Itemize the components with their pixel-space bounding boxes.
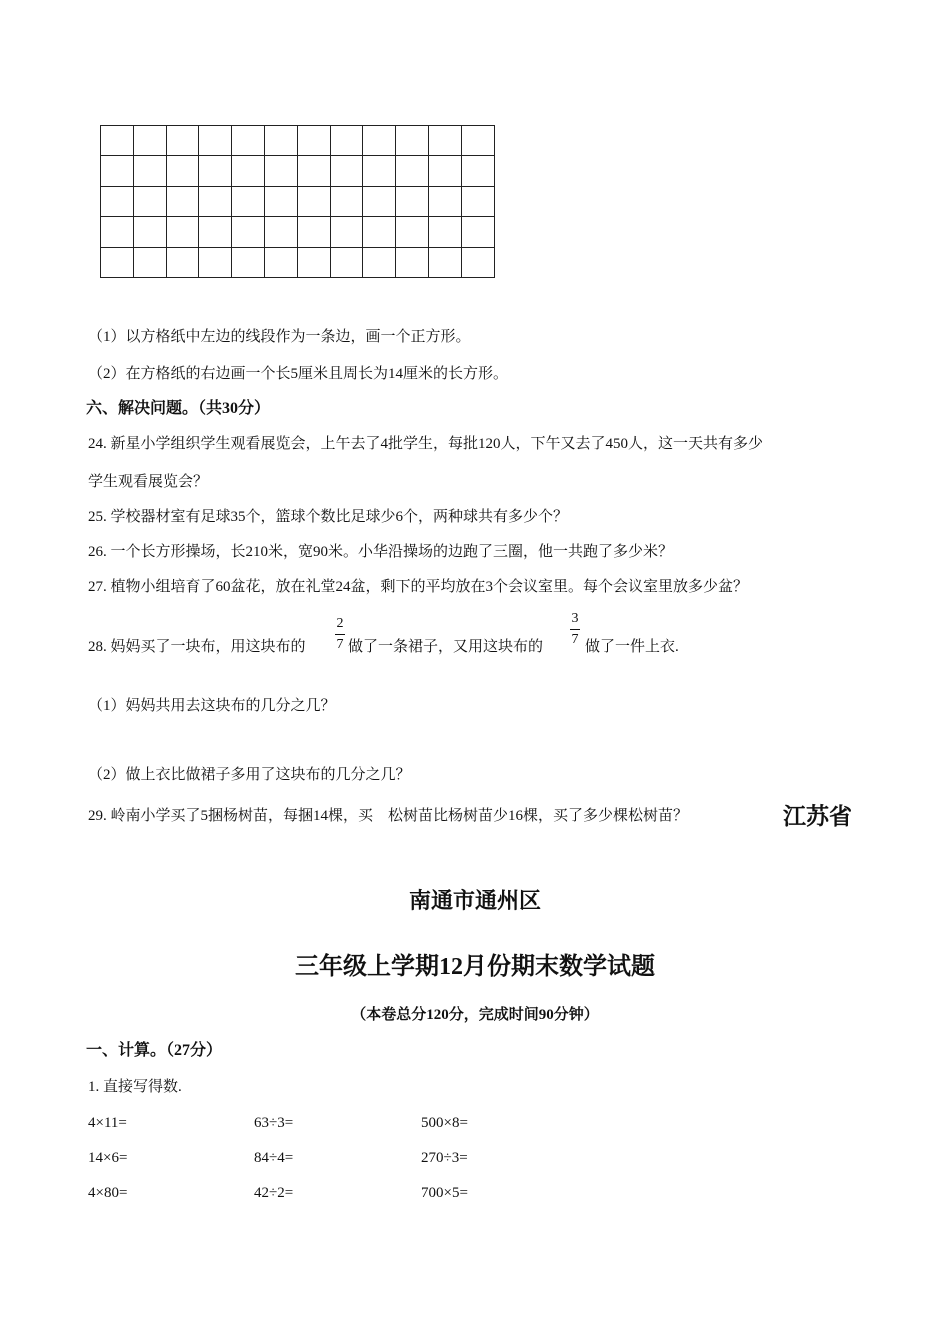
q27: 27. 植物小组培育了60盆花，放在礼堂24盆，剩下的平均放在3个会议室里。每个会议室里放多少盆？ — [88, 579, 749, 595]
grid-cell — [396, 186, 429, 216]
calc-item: 4×80= — [88, 1185, 128, 1201]
grid-row — [101, 217, 495, 247]
grid-cell — [297, 156, 330, 186]
grid-cell — [232, 247, 265, 277]
fraction-3-7 — [570, 611, 580, 648]
grid-cell — [133, 186, 166, 216]
grid-cell — [428, 156, 461, 186]
grid-cell — [428, 186, 461, 216]
grid-cell — [396, 126, 429, 156]
grid-cell — [363, 217, 396, 247]
grid-cell — [297, 247, 330, 277]
grid-cell — [232, 126, 265, 156]
calc-item: 4×11= — [88, 1115, 127, 1131]
q24-line1: 24. 新星小学组织学生观看展览会，上午去了4批学生，每批120人，下午又去了450人，这一天共有多少 — [88, 436, 764, 452]
grid-cell — [101, 217, 134, 247]
section6-heading: 六、解决问题。（共30分） — [86, 400, 271, 417]
q25: 25. 学校器材室有足球35个，篮球个数比足球少6个，两种球共有多少个？ — [88, 509, 569, 525]
q28-part2: 做了一条裙子，又用这块布的 — [348, 639, 544, 655]
grid-cell — [232, 156, 265, 186]
grid-paper — [100, 125, 495, 278]
grid-cell — [166, 247, 199, 277]
grid-cell — [166, 217, 199, 247]
q29-trailing-title: 江苏省 — [783, 804, 852, 829]
grid-cell — [297, 217, 330, 247]
grid-cell — [264, 217, 297, 247]
grid-cell — [101, 186, 134, 216]
q28-sub2: （2）做上衣比做裙子多用了这块布的几分之几？ — [88, 767, 411, 783]
calc-item: 700×5= — [421, 1185, 468, 1201]
grid-cell — [330, 156, 363, 186]
calc-item: 63÷3= — [254, 1115, 294, 1131]
q28-part1: 28. 妈妈买了一块布，用这块布的 — [88, 639, 306, 655]
q26: 26. 一个长方形操场，长210米，宽90米。小华沿操场的边跑了三圈，他一共跑了多少米？ — [88, 544, 674, 560]
grid-cell — [166, 186, 199, 216]
grid-cell — [133, 126, 166, 156]
grid-cell — [199, 126, 232, 156]
grid-cell — [264, 247, 297, 277]
section1-heading: 一、计算。（27分） — [86, 1042, 223, 1059]
grid-cell — [264, 126, 297, 156]
exam-subtitle: （本卷总分120分，完成时间90分钟） — [351, 1007, 599, 1023]
grid-cell — [133, 217, 166, 247]
grid-cell — [199, 247, 232, 277]
grid-cell — [297, 186, 330, 216]
grid-cell — [330, 247, 363, 277]
q23-sub1: （1）以方格纸中左边的线段作为一条边，画一个正方形。 — [88, 329, 471, 345]
grid-cell — [363, 126, 396, 156]
grid-cell — [461, 217, 494, 247]
grid-cell — [461, 247, 494, 277]
grid-cell — [297, 126, 330, 156]
calc-item: 42÷2= — [254, 1185, 294, 1201]
grid-cell — [363, 156, 396, 186]
calc-item: 84÷4= — [254, 1150, 294, 1166]
grid-cell — [101, 247, 134, 277]
grid-cell — [232, 217, 265, 247]
grid-cell — [363, 247, 396, 277]
grid-cell — [166, 126, 199, 156]
grid-cell — [428, 247, 461, 277]
grid-cell — [199, 217, 232, 247]
grid-cell — [461, 126, 494, 156]
grid-row — [101, 156, 495, 186]
grid-cell — [428, 217, 461, 247]
grid-cell — [133, 247, 166, 277]
fraction-numerator: 3 — [571, 611, 579, 626]
grid-cell — [133, 156, 166, 186]
grid-row — [101, 126, 495, 156]
grid-cell — [166, 156, 199, 186]
grid-cell — [428, 126, 461, 156]
grid-row — [101, 186, 495, 216]
calc-item: 14×6= — [88, 1150, 128, 1166]
grid-cell — [199, 156, 232, 186]
calc-item: 500×8= — [421, 1115, 468, 1131]
grid-cell — [461, 186, 494, 216]
grid-cell — [330, 186, 363, 216]
grid-cell — [396, 156, 429, 186]
grid-cell — [264, 156, 297, 186]
grid-cell — [363, 186, 396, 216]
q23-sub2: （2）在方格纸的右边画一个长5厘米且周长为14厘米的长方形。 — [88, 366, 509, 382]
q28-sub1: （1）妈妈共用去这块布的几分之几？ — [88, 698, 336, 714]
grid-cell — [330, 126, 363, 156]
exam-title-line2: 三年级上学期12月份期末数学试题 — [295, 954, 655, 980]
grid-cell — [101, 156, 134, 186]
q1-prompt: 1. 直接写得数. — [88, 1079, 182, 1095]
fraction-2-7 — [335, 616, 345, 653]
grid-cell — [232, 186, 265, 216]
grid-cell — [461, 156, 494, 186]
fraction-denominator: 7 — [571, 632, 579, 647]
exam-title-line1: 南通市通州区 — [408, 888, 541, 913]
fraction-numerator: 2 — [336, 616, 344, 631]
calc-item: 270÷3= — [421, 1150, 468, 1166]
q29: 29. 岭南小学买了5捆杨树苗，每捆14棵，买 松树苗比杨树苗少16棵，买了多少棵松树苗？ — [88, 808, 689, 824]
grid-cell — [396, 247, 429, 277]
grid-cell — [199, 186, 232, 216]
grid-cell — [330, 217, 363, 247]
q24-line2: 学生观看展览会？ — [88, 474, 209, 490]
q28-part3: 做了一件上衣. — [585, 639, 679, 655]
grid-cell — [101, 126, 134, 156]
grid-cell — [396, 217, 429, 247]
grid-cell — [264, 186, 297, 216]
fraction-denominator: 7 — [336, 637, 344, 652]
grid-row — [101, 247, 495, 277]
